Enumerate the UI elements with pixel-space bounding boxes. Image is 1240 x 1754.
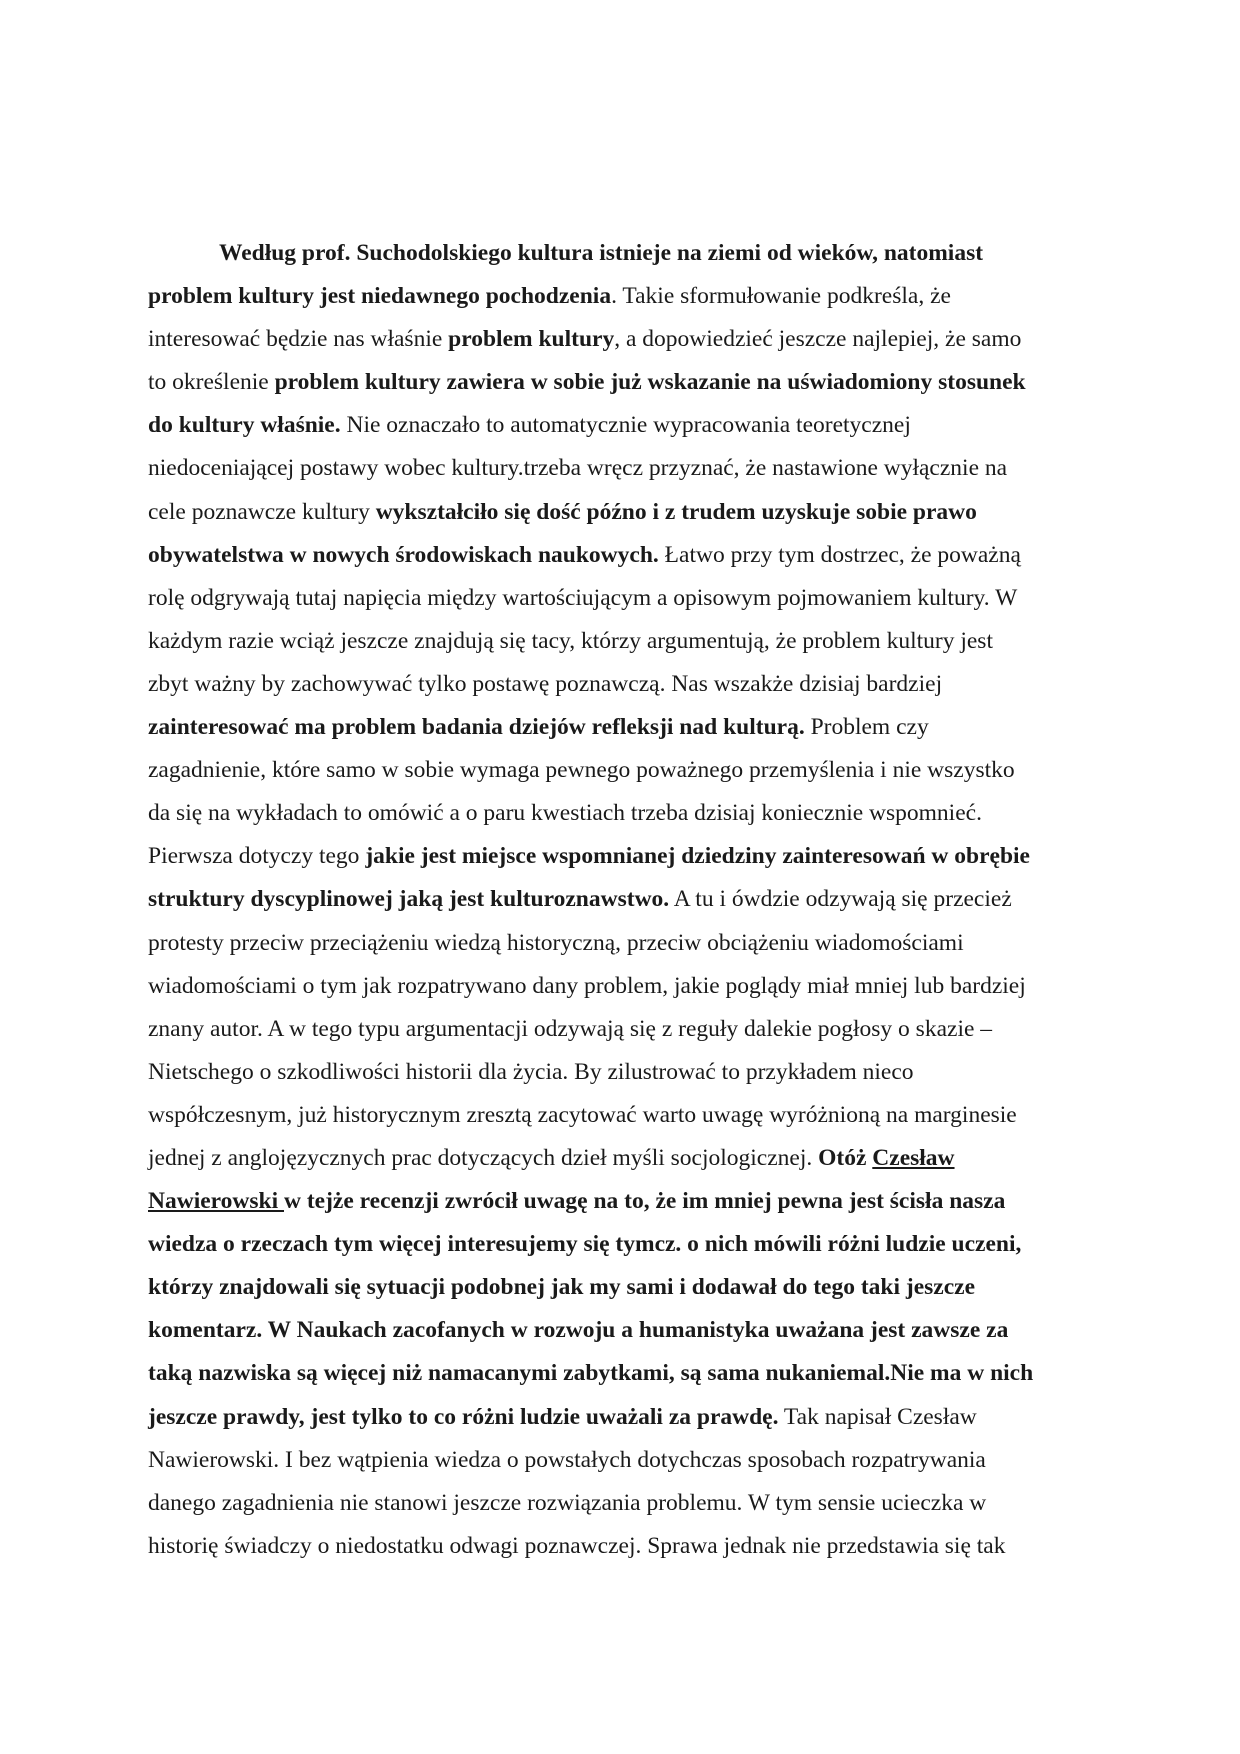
text-run: , a dopowiedzieć jeszcze najlepiej, że samo xyxy=(614,326,1022,353)
text-run: zbyt ważny by zachowywać tylko postawę poznawczą. Nas wszakże dzisiaj bardziej xyxy=(148,670,943,697)
text-line xyxy=(148,1180,1098,1223)
bold-text: Według prof. Suchodolskiego kultura istnieje na ziemi od wieków, natomiast xyxy=(219,240,984,266)
text-run: rolę odgrywają tutaj napięcia między wartościującym a opisowym pojmowaniem kultury. W xyxy=(148,584,1018,611)
bold-text: taką nazwiska są więcej niż namacanymi zabytkami, są sama nukaniemal.Nie ma w nich xyxy=(148,1360,1034,1387)
text-run: interesować będzie nas właśnie xyxy=(148,326,449,353)
text-run: protesty przeciw przeciążeniu wiedzą historyczną, przeciw obciążeniu wiadomościami xyxy=(148,929,964,956)
text-run: Łatwo przy tym dostrzec, że poważną xyxy=(658,541,1021,568)
text-run: danego zagadnienia nie stanowi jeszcze rozwiązania problemu. W tym sensie ucieczka w xyxy=(148,1489,987,1516)
text-line xyxy=(148,1525,1098,1568)
bold-text: problem kultury xyxy=(448,326,615,353)
document-body xyxy=(148,232,1098,1568)
text-line xyxy=(148,1352,1098,1395)
text-line xyxy=(148,792,1098,835)
text-run: Nawierowski. I bez wątpienia wiedza o powstałych dotychczas sposobach rozpatrywania xyxy=(148,1446,986,1473)
text-run: Nie oznaczało to automatycznie wypracowania teoretycznej xyxy=(340,412,911,439)
text-line xyxy=(148,491,1098,534)
text-run: jednej z anglojęzycznych prac dotyczących dzieł myśli socjologicznej. xyxy=(148,1144,819,1171)
text-line xyxy=(148,1482,1098,1525)
underlined-text: Nawierowski xyxy=(148,1188,284,1215)
text-line xyxy=(148,1051,1098,1094)
text-run: niedoceniającej postawy wobec kultury.trzeba wręcz przyznać, że nastawione wyłącznie na xyxy=(148,455,1008,482)
bold-text: struktury dyscyplinowej jaką jest kulturoznawstwo. xyxy=(148,886,670,913)
text-run: zagadnienie, które samo w sobie wymaga pewnego poważnego przemyślenia i nie wszystko xyxy=(148,757,1015,784)
bold-text: problem kultury jest niedawnego pochodzenia xyxy=(148,283,612,310)
text-line xyxy=(148,1137,1098,1180)
bold-text: którzy znajdowali się sytuacji podobnej jak my sami i dodawał do tego taki jeszcze xyxy=(148,1274,976,1301)
text-run: Pierwsza dotyczy tego xyxy=(148,843,366,870)
text-run: Tak napisał Czesław xyxy=(778,1403,977,1430)
text-line xyxy=(148,878,1098,921)
text-line xyxy=(148,1439,1098,1482)
bold-text: jakie jest miejsce wspomnianej dziedziny zainteresowań w obrębie xyxy=(365,843,1030,870)
text-line xyxy=(148,1008,1098,1051)
underlined-text: Czesław xyxy=(872,1144,955,1171)
text-line xyxy=(148,361,1098,404)
bold-text: zainteresować ma problem badania dziejów refleksji nad kulturą. xyxy=(148,714,805,741)
bold-text: Otóż xyxy=(818,1144,873,1171)
text-line xyxy=(148,663,1098,706)
text-line xyxy=(148,620,1098,663)
bold-text: problem kultury zawiera w sobie już wskazanie na uświadomiony stosunek xyxy=(274,369,1026,396)
text-line xyxy=(148,749,1098,792)
text-run: znany autor. A w tego typu argumentacji odzywają się z reguły dalekie pogłosy o skazie – xyxy=(148,1015,993,1042)
text-run: da się na wykładach to omówić a o paru kwestiach trzeba dzisiaj koniecznie wspomnieć. xyxy=(148,800,982,827)
text-line xyxy=(148,706,1098,749)
text-line xyxy=(148,1309,1098,1352)
text-run: współczesnym, już historycznym zresztą zacytować warto uwagę wyróżnioną na marginesie xyxy=(148,1101,1017,1128)
text-run: każdym razie wciąż jeszcze znajdują się tacy, którzy argumentują, że problem kultury jest xyxy=(148,627,993,654)
text-run: cele poznawcze kultury xyxy=(148,498,376,525)
text-run: A tu i ówdzie odzywają się przecież xyxy=(669,886,1012,913)
text-line xyxy=(148,835,1098,878)
text-run: wiadomościami o tym jak rozpatrywano dany problem, jakie poglądy miał mniej lub bardziej xyxy=(148,972,1026,999)
text-line xyxy=(148,577,1098,620)
bold-text: obywatelstwa w nowych środowiskach naukowych. xyxy=(148,541,659,568)
bold-text: w tejże recenzji zwrócił uwagę na to, że im mniej pewna jest ścisła nasza xyxy=(284,1188,1006,1215)
text-run: to określenie xyxy=(148,369,275,396)
text-run: historię świadczy o niedostatku odwagi poznawczej. Sprawa jednak nie przedstawia się tak xyxy=(148,1532,1006,1559)
bold-text: wiedza o rzeczach tym więcej interesujemy się tymcz. o nich mówili różni ludzie uczeni, xyxy=(148,1231,1022,1258)
text-line xyxy=(148,447,1098,490)
text-line xyxy=(148,1396,1098,1439)
text-run: Problem czy xyxy=(804,714,929,741)
text-line xyxy=(148,1094,1098,1137)
text-line xyxy=(148,534,1098,577)
bold-text: jeszcze prawdy, jest tylko to co różni ludzie uważali za prawdę. xyxy=(148,1403,779,1430)
bold-text: wykształciło się dość późno i z trudem uzyskuje sobie prawo xyxy=(375,498,977,525)
text-line xyxy=(148,275,1098,318)
text-run: . Takie sformułowanie podkreśla, że xyxy=(611,283,951,310)
text-line xyxy=(148,404,1098,447)
text-run: Nietschego o szkodliwości historii dla życia. By zilustrować to przykładem nieco xyxy=(148,1058,914,1085)
text-line xyxy=(148,1223,1098,1266)
text-line xyxy=(148,922,1098,965)
text-line xyxy=(148,232,1098,275)
bold-text: do kultury właśnie. xyxy=(148,412,341,439)
text-line xyxy=(148,965,1098,1008)
text-line xyxy=(148,318,1098,361)
bold-text: komentarz. W Naukach zacofanych w rozwoju a humanistyka uważana jest zawsze za xyxy=(148,1317,1009,1344)
text-line xyxy=(148,1266,1098,1309)
